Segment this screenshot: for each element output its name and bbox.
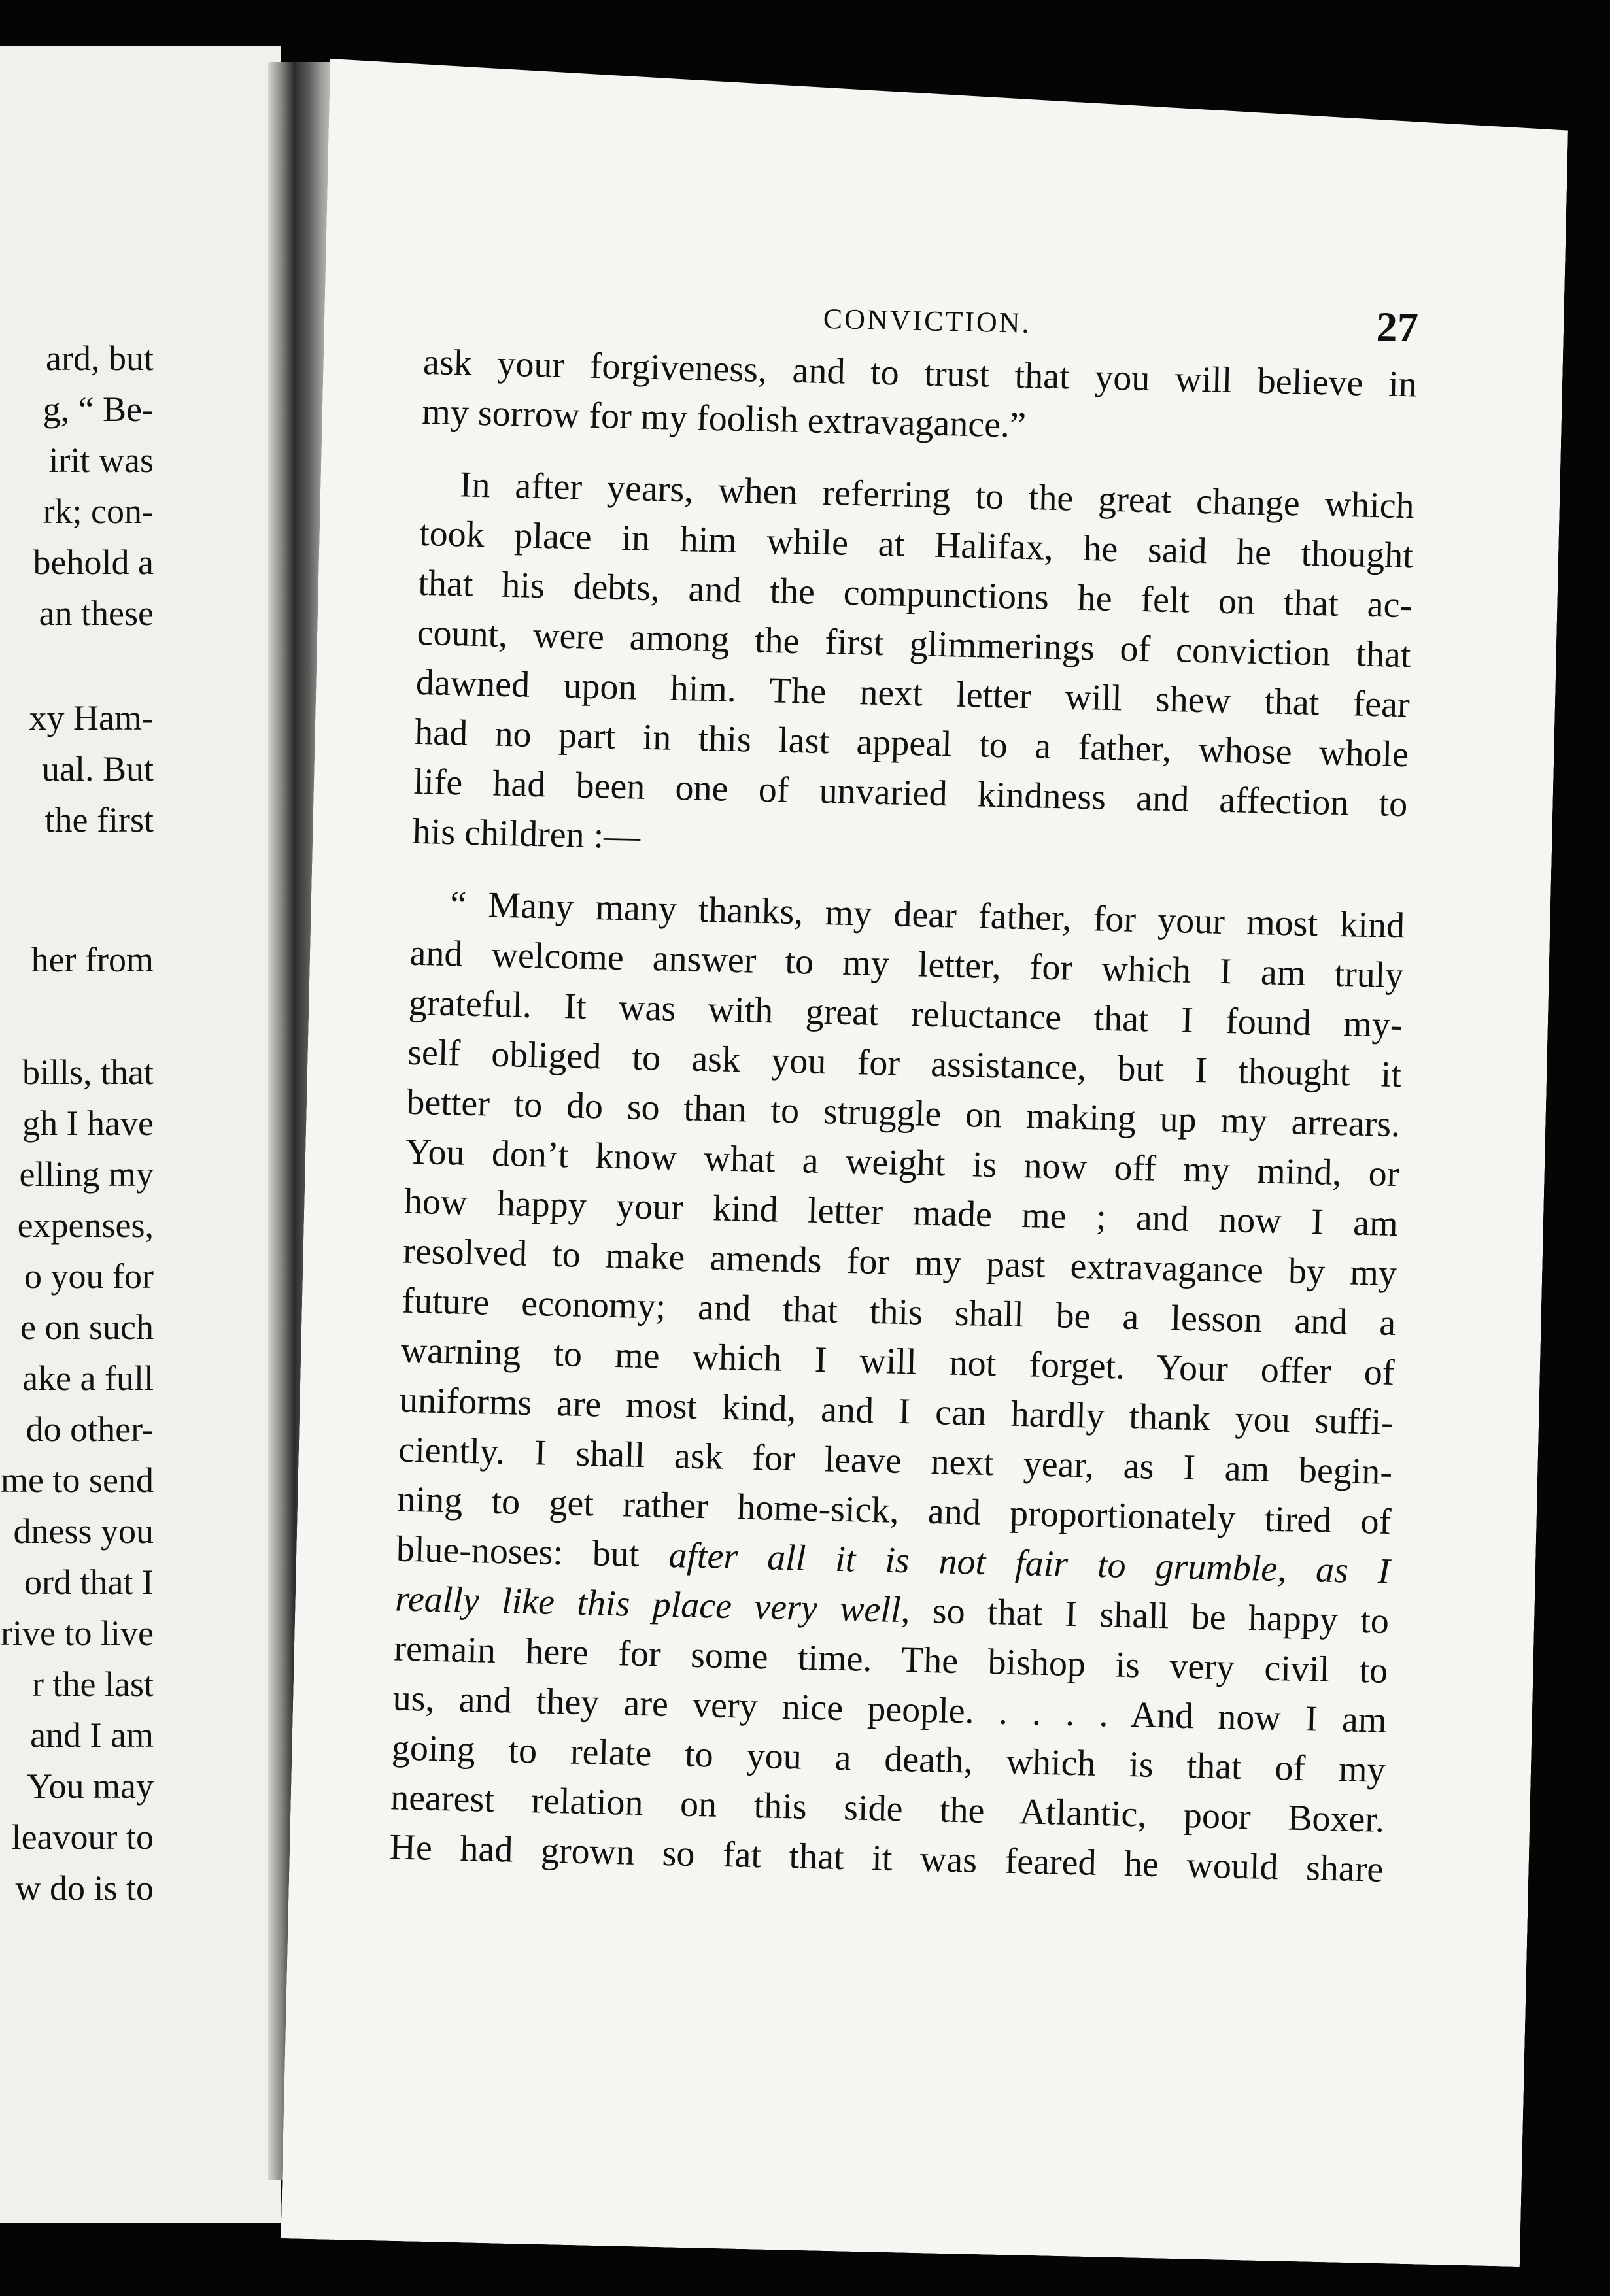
left-line: rive to live xyxy=(1,1613,154,1653)
page-number: 27 xyxy=(1375,303,1419,351)
left-line: g, “ Be- xyxy=(43,390,154,429)
text-line: his children :— xyxy=(412,811,641,857)
text-line: warning to me which I will not forget. Your offer of xyxy=(400,1330,1396,1394)
text-line: dawned upon him. The next letter will shew that fear xyxy=(415,662,1411,726)
left-line: e on such xyxy=(20,1308,154,1347)
text-line: us, and they are very nice people. . . . . And now I am xyxy=(392,1678,1388,1741)
left-line: o you for xyxy=(24,1257,154,1296)
left-line: behold a xyxy=(33,543,154,582)
header-title: CONVICTION. xyxy=(823,302,1032,340)
left-line: expenses, xyxy=(17,1206,154,1245)
text-line: ask your forgiveness, and to trust that you will believe in xyxy=(422,341,1418,405)
left-line: rk; con- xyxy=(43,492,154,531)
left-line: gh I have xyxy=(22,1104,154,1143)
left-line: irit was xyxy=(48,441,154,480)
text-line: uniforms are most kind, and I can hardly thank you suffi- xyxy=(399,1379,1394,1443)
left-line: xy Ham- xyxy=(29,698,154,737)
text-line: nearest relation on this side the Atlantic, poor Boxer. xyxy=(390,1777,1385,1840)
text-line: remain here for some time. The bishop is very civil to xyxy=(393,1628,1388,1691)
left-line: leavour to xyxy=(11,1817,154,1857)
left-line: ord that I xyxy=(24,1562,154,1602)
text-line: how happy your kind letter made me ; and now I am xyxy=(403,1181,1399,1245)
text-line: grateful. It was with great reluctance that I found my- xyxy=(408,982,1403,1046)
left-line: r the last xyxy=(32,1664,154,1704)
left-line: You may xyxy=(26,1766,154,1806)
text-run: blue-noses: but xyxy=(396,1528,640,1575)
text-line: You don’t know what a weight is now off my mind, or xyxy=(405,1131,1400,1195)
text-line: count, were among the first glimmerings of conviction that xyxy=(417,612,1412,676)
left-line: do other- xyxy=(26,1410,154,1449)
text-line: took place in him while at Halifax, he said he thought xyxy=(419,513,1414,577)
text-line: that his debts, and the compunctions he felt on that ac- xyxy=(417,562,1413,626)
italic-run: really like this place very well, xyxy=(394,1578,911,1631)
left-line: me to send xyxy=(1,1460,154,1500)
text-line: ciently. I shall ask for leave next year, as I am begin- xyxy=(398,1429,1393,1493)
left-line: ard, but xyxy=(46,339,154,378)
left-line: and I am xyxy=(30,1715,154,1755)
left-line: bills, that xyxy=(22,1053,154,1092)
text-line: In after years, when referring to the great change which xyxy=(459,464,1415,527)
right-page-text xyxy=(388,281,1419,1917)
text-line: “ Many many thanks, my dear father, for your most kind xyxy=(449,884,1405,947)
left-line: dness you xyxy=(13,1511,154,1551)
text-line: future economy; and that this shall be a lesson and a xyxy=(401,1280,1396,1344)
text-line: He had grown so fat that it was feared he would share xyxy=(388,1827,1384,1890)
text-run: so that I shall be happy to xyxy=(932,1591,1390,1642)
paragraph-2 xyxy=(412,459,1414,879)
left-line: elling my xyxy=(19,1155,154,1194)
paragraph-3-letter xyxy=(389,879,1405,1895)
left-line: her from xyxy=(31,940,154,979)
italic-run: after all it is not fair to grumble, as I xyxy=(668,1534,1391,1592)
text-line: had no part in this last appeal to a father, whose whole xyxy=(414,711,1409,775)
text-line: ning to get rather home-sick, and proportionately tired of xyxy=(397,1479,1392,1542)
text-line: and welcome answer to my letter, for which I am truly xyxy=(409,932,1404,996)
text-line: better to do so than to struggle on making up my arrears. xyxy=(405,1081,1401,1145)
left-line: ake a full xyxy=(22,1359,154,1398)
left-page xyxy=(0,46,281,2223)
text-line: my sorrow for my foolish extravagance.” xyxy=(421,391,1027,446)
left-line: w do is to xyxy=(15,1868,154,1908)
left-line: an these xyxy=(39,594,154,633)
paragraph-1 xyxy=(422,337,1418,459)
text-line: going to relate to you a death, which is that of my xyxy=(391,1727,1386,1791)
text-line: self obliged to ask you for assistance, but I thought it xyxy=(407,1032,1402,1096)
left-line: ual. But xyxy=(42,749,154,788)
left-line: the first xyxy=(44,800,154,839)
text-line: resolved to make amends for my past extravagance by my xyxy=(402,1230,1397,1294)
text-line: life had been one of unvaried kindness and affection to xyxy=(413,761,1408,825)
